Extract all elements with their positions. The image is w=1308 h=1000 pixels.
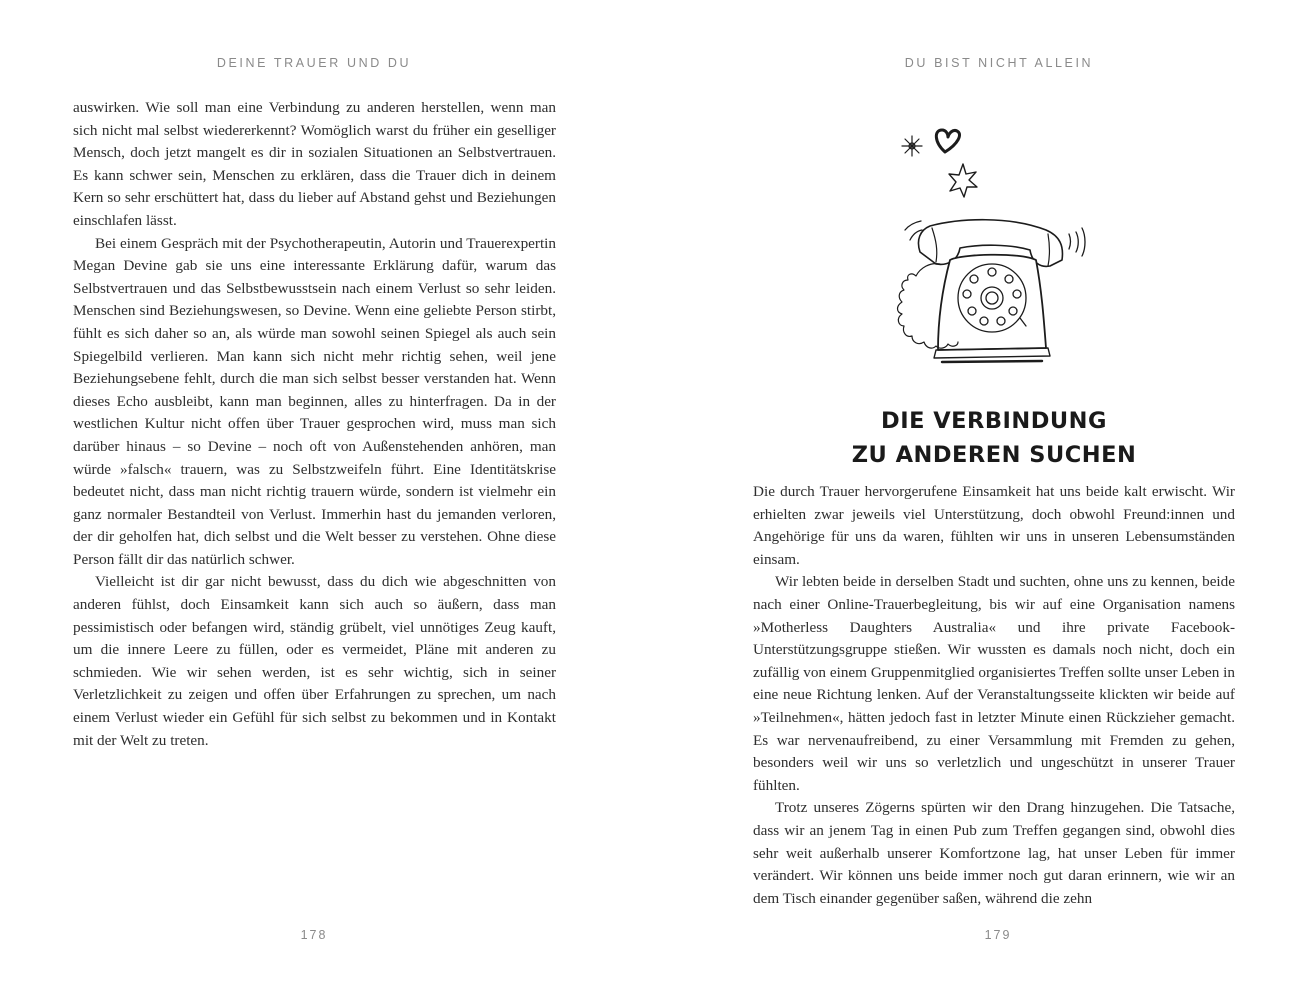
phone-body bbox=[938, 255, 1046, 350]
paragraph: Die durch Trauer hervorgerufene Einsamkeit hat uns beide kalt erwischt. Wir erhielten zwar jeweils viel Unterstützung, doch obwohl Freund:innen und Angehörige für uns da waren, fühlten wir uns in unseren Lebensumständen einsam. bbox=[753, 483, 1235, 568]
telephone-illustration bbox=[850, 122, 1100, 372]
left-body-text bbox=[73, 97, 556, 752]
sparkle-icon bbox=[902, 136, 922, 156]
paragraph: auswirken. Wie soll man eine Verbindung zu anderen herstellen, wenn man sich nicht mal selbst wiedererkennt? Womöglich warst du früher ein geselliger Mensch, doch jetzt mangelt es dir in sozialen Situationen an Selbstvertrauen. Es kann schwer sein, Menschen zu erklären, dass die Trauer dich in deinem Kern so sehr erschüttert hat, dass du lieber auf Abstand gehst und Beziehungen einschlafen lässt. bbox=[73, 99, 556, 229]
paragraph: Trotz unseres Zögerns spürten wir den Drang hinzugehen. Die Tatsache, dass wir an jenem Tag in einen Pub zum Treffen gegangen sind, obwohl dies sehr weit außerhalb unserer Komfortzone lag, hat unser Leben für immer verändert. Wir können uns beide immer noch gut daran erinnern, wie wir an dem Tisch einander gegenüber saßen, während die zehn bbox=[753, 799, 1235, 907]
right-body-text bbox=[753, 481, 1235, 910]
running-head-right: DU BIST NICHT ALLEIN bbox=[904, 56, 1094, 70]
heading-line: DIE VERBINDUNG bbox=[881, 408, 1107, 434]
paragraph: Wir lebten beide in derselben Stadt und suchten, ohne uns zu kennen, beide nach einer Online-Trauerbegleitung, bis wir auf eine Organisation namens »Motherless Daughters Australia« und ihre private Facebook-Unterstützungsgruppe stießen. Wir wussten es damals noch nicht, doch ein zufällig von einem Gruppenmitglied organisiertes Treffen sollte unser Leben in eine neue Richtung lenken. Auf der Veranstaltungsseite klickten wir beide auf »Teilnehmen«, hätten jedoch fast in letzter Minute einen Rückzieher gemacht. Es war nervenaufreibend, zu einer Versammlung mit Fremden zu gehen, besonders weil wir uns so verletzlich und ungeschützt in unserer Trauer fühlten. bbox=[753, 573, 1235, 794]
chapter-heading bbox=[714, 404, 1274, 472]
heading-line: ZU ANDEREN SUCHEN bbox=[851, 442, 1137, 468]
page-number-right: 179 bbox=[984, 928, 1012, 942]
right-page bbox=[654, 0, 1308, 1000]
heart-icon bbox=[936, 130, 959, 152]
star-icon bbox=[949, 164, 977, 197]
paragraph: Vielleicht ist dir gar nicht bewusst, dass du dich wie abgeschnitten von anderen fühlst, doch Einsamkeit kann sich auch so äußern, dass man pessimistisch oder befangen wird, ständig grübelt, viel unnötiges Zeug kauft, um die innere Leere zu füllen, oder es vermeidet, Pläne mit anderen zu schmieden. Wie wir sehen werden, ist es sehr wichtig, sich in seiner Verletzlichkeit zu zeigen und offen über Erfahrungen zu sprechen, um nach einem Verlust wieder ein Gefühl für sich selbst zu bekommen und in Kontakt mit der Welt zu treten. bbox=[73, 573, 556, 749]
paragraph: Bei einem Gespräch mit der Psychotherapeutin, Autorin und Trauerexpertin Megan Devine gab sie uns eine interessante Erklärung dafür, warum das Selbstvertrauen und das Selbstbewusstsein nach einem Verlust so sehr leiden. Menschen sind Beziehungswesen, so Devine. Wenn eine geliebte Person stirbt, fühlt es sich daher so an, als würde man sowohl seinen Spiegel als auch sein Spiegelbild verlieren. Man kann sich nicht mehr richtig sehen, weil jene Beziehungsebene fehlt, durch die man sich selbst besser verstanden hat. Wenn dieses Echo ausbleibt, kann man beginnen, alles zu hinterfragen. Da in der westlichen Kultur nicht offen über Trauer gesprochen wird, muss man sich darüber hinaus – so Devine – noch oft von Außenstehenden anhören, man würde »falsch« trauern, was zu Selbstzweifeln führt. Eine Identitätskrise bedeutet nicht, dass man nicht richtig trauern würde, sondern ist vielmehr ein ganz normaler Bestandteil von Verlust. Immerhin hast du jemanden verloren, der dir geholfen hat, dich selbst und die Welt besser zu verstehen. Ohne diese Person fällt dir das natürlich schwer. bbox=[73, 234, 556, 568]
page-number-left: 178 bbox=[300, 928, 328, 942]
running-head-left: DEINE TRAUER UND DU bbox=[216, 56, 412, 70]
